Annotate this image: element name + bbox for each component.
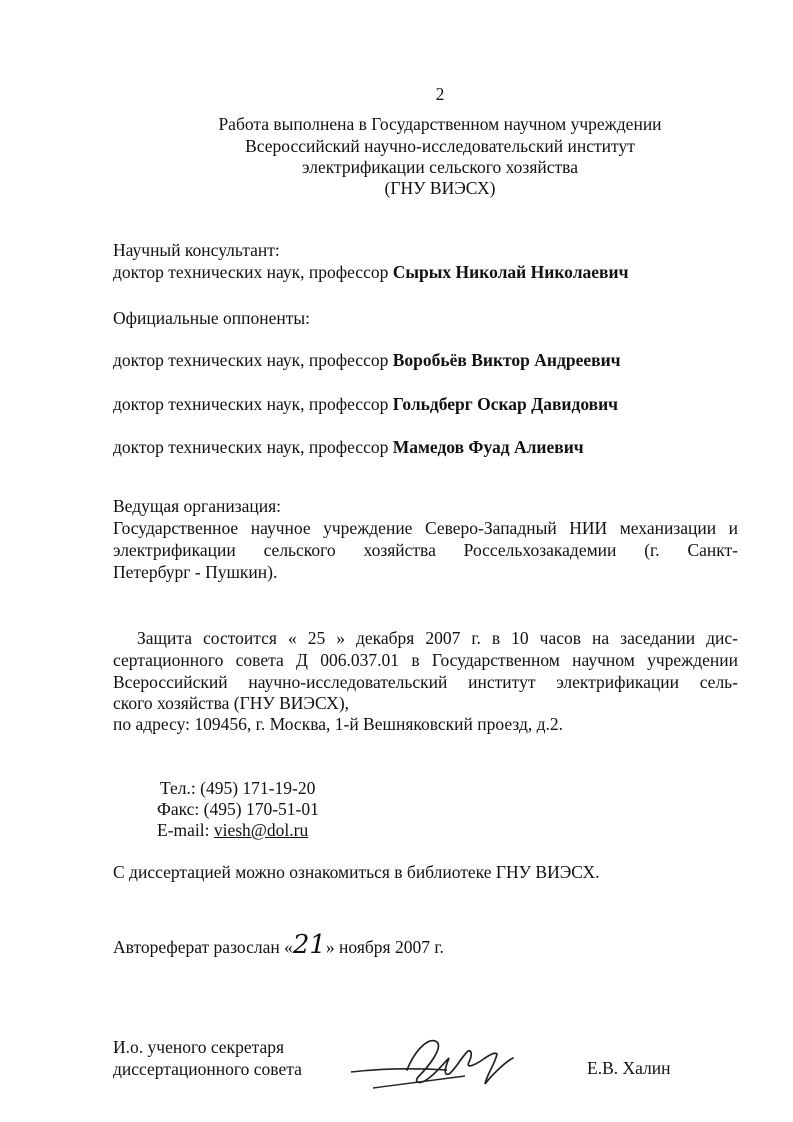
signatory-line-1: И.о. ученого секретаря [113, 1037, 285, 1057]
signatory-line-2: диссертационного совета [113, 1059, 302, 1079]
defense-line-5: по адресу: 109456, г. Москва, 1-й Вешняковский проезд, д.2. [113, 714, 564, 734]
lead-org-heading: Ведущая организация: [113, 496, 282, 516]
opponent-line [113, 394, 618, 415]
header-line-1: Работа выполнена в Государственном научном учреждении [218, 114, 662, 134]
signature-scribble [345, 1028, 525, 1098]
mailing-prefix: Автореферат разослан « [113, 937, 293, 957]
opponent-name: Мамедов Фуад Алиевич [392, 437, 584, 457]
lead-org-line-1: Государственное научное учреждение Северо-Западный НИИ механизации и [113, 518, 738, 538]
library-note: С диссертацией можно ознакомиться в библиотеке ГНУ ВИЭСХ. [113, 862, 600, 882]
defense-line-2: сертационного совета Д 006.037.01 в Государственном научном учреждении [113, 650, 738, 670]
lead-org-line-2: электрификации сельского хозяйства Россельхозакадемии (г. Санкт- [113, 540, 738, 560]
opponent-line [113, 350, 621, 371]
defense-line-4: ского хозяйства (ГНУ ВИЭСХ), [113, 693, 350, 713]
consultant-line [113, 262, 628, 283]
fax: Факс: (495) 170-51-01 [157, 799, 319, 819]
opponent-name: Воробьёв Виктор Андреевич [392, 350, 621, 370]
opponent-title: доктор технических наук, профессор [113, 350, 393, 370]
page-number: 2 [435, 84, 445, 104]
consultant-title: доктор технических наук, профессор [113, 262, 393, 282]
mailing-line [113, 930, 444, 960]
mailing-day-handwritten: 21 [292, 930, 326, 960]
email-line [157, 820, 308, 841]
opponent-name: Гольдберг Оскар Давидович [392, 394, 619, 414]
lead-org-line-3: Петербург - Пушкин). [113, 562, 278, 582]
header-line-2: Всероссийский научно-исследовательский институт [245, 136, 635, 156]
mailing-suffix: » ноября 2007 г. [325, 937, 444, 957]
consultant-heading: Научный консультант: [113, 240, 280, 260]
header-line-4: (ГНУ ВИЭСХ) [384, 178, 496, 198]
defense-line-1: Защита состоится « 25 » декабря 2007 г. в 10 часов на заседании дис- [137, 628, 738, 648]
email-link[interactable]: viesh@dol.ru [213, 820, 309, 840]
opponent-title: доктор технических наук, профессор [113, 394, 393, 414]
signatory-name: Е.В. Халин [587, 1058, 671, 1078]
defense-line-3: Всероссийский научно-исследовательский институт электрификации сель- [113, 672, 738, 692]
phone: Тел.: (495) 171-19-20 [160, 778, 316, 798]
consultant-name: Сырых Николай Николаевич [392, 262, 629, 282]
opponents-heading: Официальные оппоненты: [113, 308, 310, 328]
opponent-title: доктор технических наук, профессор [113, 437, 393, 457]
header-line-3: электрификации сельского хозяйства [302, 157, 578, 177]
opponent-line [113, 437, 584, 458]
email-label: E-mail: [157, 820, 214, 840]
